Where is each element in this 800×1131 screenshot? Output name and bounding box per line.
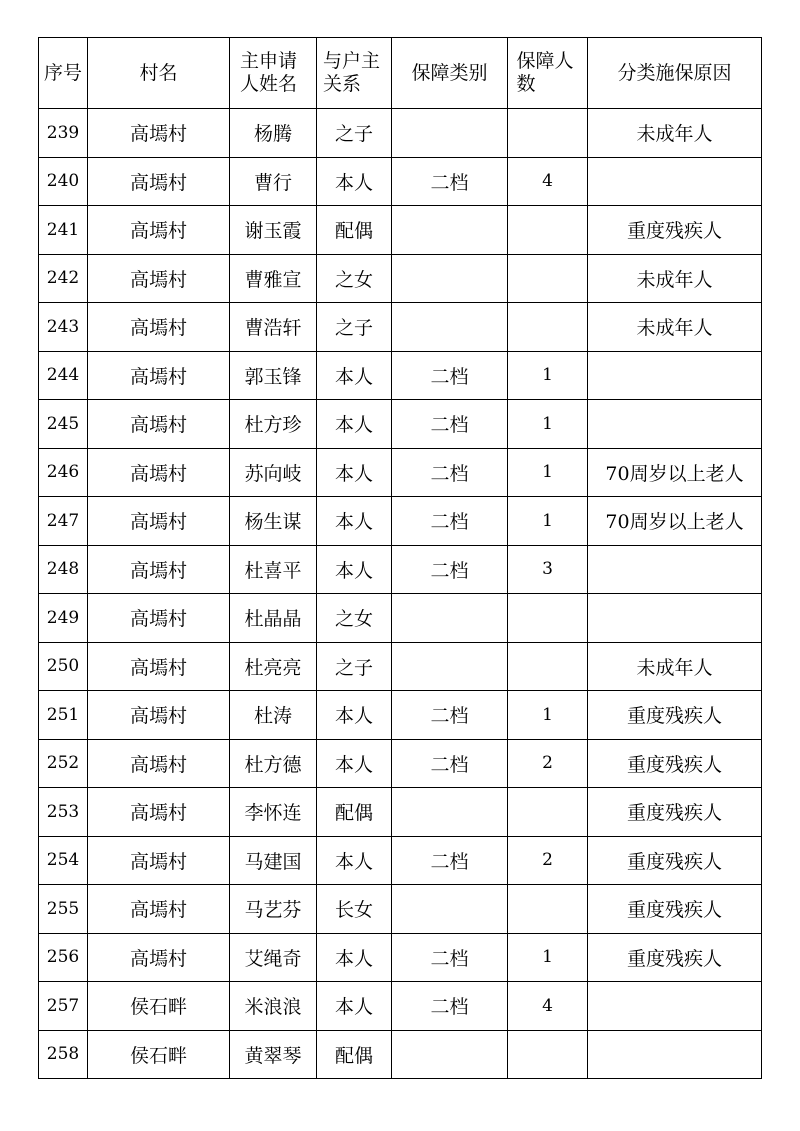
table-row [39,497,762,546]
table-row [39,933,762,982]
assistance-table [38,37,762,1079]
cell-reason [588,400,762,449]
cell-reason [588,1030,762,1079]
table-row [39,109,762,158]
cell-count [508,1030,588,1079]
cell-count [508,206,588,255]
cell-village: 高墕村 [88,642,230,691]
cell-applicant-name: 杨腾 [230,109,317,158]
cell-seq: 250 [39,642,88,691]
table-row [39,982,762,1031]
cell-seq: 239 [39,109,88,158]
cell-village: 高墕村 [88,594,230,643]
header-village: 村名 [88,38,230,109]
table-row [39,157,762,206]
cell-count: 4 [508,982,588,1031]
cell-category [392,206,508,255]
table-row [39,691,762,740]
cell-category: 二档 [392,933,508,982]
cell-reason: 重度残疾人 [588,788,762,837]
cell-count [508,254,588,303]
cell-category [392,1030,508,1079]
cell-reason: 未成年人 [588,109,762,158]
cell-relation: 本人 [317,691,392,740]
table-row [39,836,762,885]
cell-count: 1 [508,448,588,497]
cell-category [392,303,508,352]
header-seq: 序号 [39,38,88,109]
cell-relation: 配偶 [317,1030,392,1079]
table-row [39,303,762,352]
cell-applicant-name: 李怀连 [230,788,317,837]
cell-count: 1 [508,691,588,740]
cell-category [392,788,508,837]
cell-relation: 本人 [317,400,392,449]
cell-relation: 之子 [317,642,392,691]
cell-category: 二档 [392,497,508,546]
header-relation [317,38,392,109]
cell-village: 高墕村 [88,885,230,934]
cell-reason: 重度残疾人 [588,739,762,788]
cell-count [508,303,588,352]
header-relation-label: 与户主关系 [323,50,381,95]
cell-category: 二档 [392,691,508,740]
cell-relation: 之子 [317,303,392,352]
cell-reason: 重度残疾人 [588,885,762,934]
cell-applicant-name: 郭玉锋 [230,351,317,400]
cell-category: 二档 [392,157,508,206]
cell-count [508,594,588,643]
table-header [39,38,762,109]
cell-reason: 重度残疾人 [588,206,762,255]
cell-count: 1 [508,497,588,546]
cell-seq: 243 [39,303,88,352]
cell-relation: 本人 [317,497,392,546]
header-applicant [230,38,317,109]
cell-category [392,254,508,303]
header-applicant-label: 主申请人姓名 [240,50,298,95]
cell-applicant-name: 杨生谋 [230,497,317,546]
cell-applicant-name: 马建国 [230,836,317,885]
cell-relation: 本人 [317,157,392,206]
cell-village: 高墕村 [88,788,230,837]
cell-reason: 重度残疾人 [588,836,762,885]
cell-category: 二档 [392,351,508,400]
cell-relation: 之女 [317,594,392,643]
cell-count [508,109,588,158]
header-category: 保障类别 [392,38,508,109]
cell-applicant-name: 杜方珍 [230,400,317,449]
cell-seq: 244 [39,351,88,400]
cell-reason [588,545,762,594]
table-row [39,594,762,643]
cell-village: 高墕村 [88,157,230,206]
table-row [39,254,762,303]
cell-count: 1 [508,351,588,400]
cell-count: 1 [508,400,588,449]
cell-relation: 本人 [317,739,392,788]
cell-relation: 长女 [317,885,392,934]
cell-relation: 配偶 [317,788,392,837]
cell-applicant-name: 杜亮亮 [230,642,317,691]
table-row [39,788,762,837]
cell-applicant-name: 黄翠琴 [230,1030,317,1079]
cell-count: 1 [508,933,588,982]
cell-village: 高墕村 [88,206,230,255]
cell-village: 侯石畔 [88,1030,230,1079]
cell-seq: 258 [39,1030,88,1079]
cell-village: 高墕村 [88,400,230,449]
cell-seq: 256 [39,933,88,982]
header-count-label: 保障人数 [516,50,574,95]
cell-reason: 70周岁以上老人 [588,497,762,546]
cell-village: 高墕村 [88,933,230,982]
header-row [39,38,762,109]
cell-reason: 未成年人 [588,303,762,352]
cell-count: 4 [508,157,588,206]
cell-seq: 255 [39,885,88,934]
cell-reason: 未成年人 [588,254,762,303]
cell-applicant-name: 曹雅宣 [230,254,317,303]
cell-reason: 未成年人 [588,642,762,691]
cell-seq: 241 [39,206,88,255]
cell-category: 二档 [392,448,508,497]
cell-relation: 之女 [317,254,392,303]
cell-village: 高墕村 [88,303,230,352]
cell-village: 高墕村 [88,497,230,546]
cell-category [392,594,508,643]
table-row [39,351,762,400]
cell-reason [588,982,762,1031]
cell-relation: 本人 [317,351,392,400]
table-row [39,545,762,594]
cell-applicant-name: 马艺芬 [230,885,317,934]
cell-category [392,109,508,158]
cell-category: 二档 [392,836,508,885]
cell-reason: 重度残疾人 [588,933,762,982]
cell-category: 二档 [392,545,508,594]
cell-applicant-name: 米浪浪 [230,982,317,1031]
header-count [508,38,588,109]
cell-category: 二档 [392,739,508,788]
cell-village: 高墕村 [88,545,230,594]
cell-seq: 254 [39,836,88,885]
cell-reason: 70周岁以上老人 [588,448,762,497]
cell-village: 高墕村 [88,836,230,885]
cell-seq: 246 [39,448,88,497]
cell-relation: 配偶 [317,206,392,255]
cell-relation: 之子 [317,109,392,158]
table-row [39,400,762,449]
cell-applicant-name: 杜喜平 [230,545,317,594]
cell-applicant-name: 艾绳奇 [230,933,317,982]
cell-category [392,885,508,934]
cell-relation: 本人 [317,836,392,885]
cell-seq: 240 [39,157,88,206]
cell-applicant-name: 曹行 [230,157,317,206]
cell-seq: 251 [39,691,88,740]
cell-seq: 245 [39,400,88,449]
cell-village: 高墕村 [88,739,230,788]
cell-applicant-name: 谢玉霞 [230,206,317,255]
cell-seq: 253 [39,788,88,837]
cell-count: 3 [508,545,588,594]
table-row [39,1030,762,1079]
cell-village: 侯石畔 [88,982,230,1031]
cell-reason [588,594,762,643]
cell-relation: 本人 [317,545,392,594]
cell-count: 2 [508,836,588,885]
cell-count: 2 [508,739,588,788]
cell-category: 二档 [392,982,508,1031]
cell-applicant-name: 苏向岐 [230,448,317,497]
cell-count [508,885,588,934]
cell-count [508,642,588,691]
cell-village: 高墕村 [88,109,230,158]
cell-seq: 248 [39,545,88,594]
header-reason: 分类施保原因 [588,38,762,109]
cell-count [508,788,588,837]
cell-village: 高墕村 [88,351,230,400]
cell-category [392,642,508,691]
cell-category: 二档 [392,400,508,449]
cell-relation: 本人 [317,933,392,982]
cell-village: 高墕村 [88,691,230,740]
cell-reason: 重度残疾人 [588,691,762,740]
table-row [39,739,762,788]
cell-relation: 本人 [317,448,392,497]
cell-applicant-name: 杜方德 [230,739,317,788]
table-row [39,885,762,934]
cell-seq: 247 [39,497,88,546]
cell-applicant-name: 杜晶晶 [230,594,317,643]
table-row [39,448,762,497]
table-row [39,642,762,691]
cell-applicant-name: 曹浩轩 [230,303,317,352]
cell-applicant-name: 杜涛 [230,691,317,740]
cell-seq: 249 [39,594,88,643]
table-row [39,206,762,255]
cell-relation: 本人 [317,982,392,1031]
table-body [39,109,762,1079]
cell-village: 高墕村 [88,448,230,497]
cell-seq: 257 [39,982,88,1031]
cell-reason [588,157,762,206]
cell-reason [588,351,762,400]
cell-seq: 252 [39,739,88,788]
cell-village: 高墕村 [88,254,230,303]
cell-seq: 242 [39,254,88,303]
